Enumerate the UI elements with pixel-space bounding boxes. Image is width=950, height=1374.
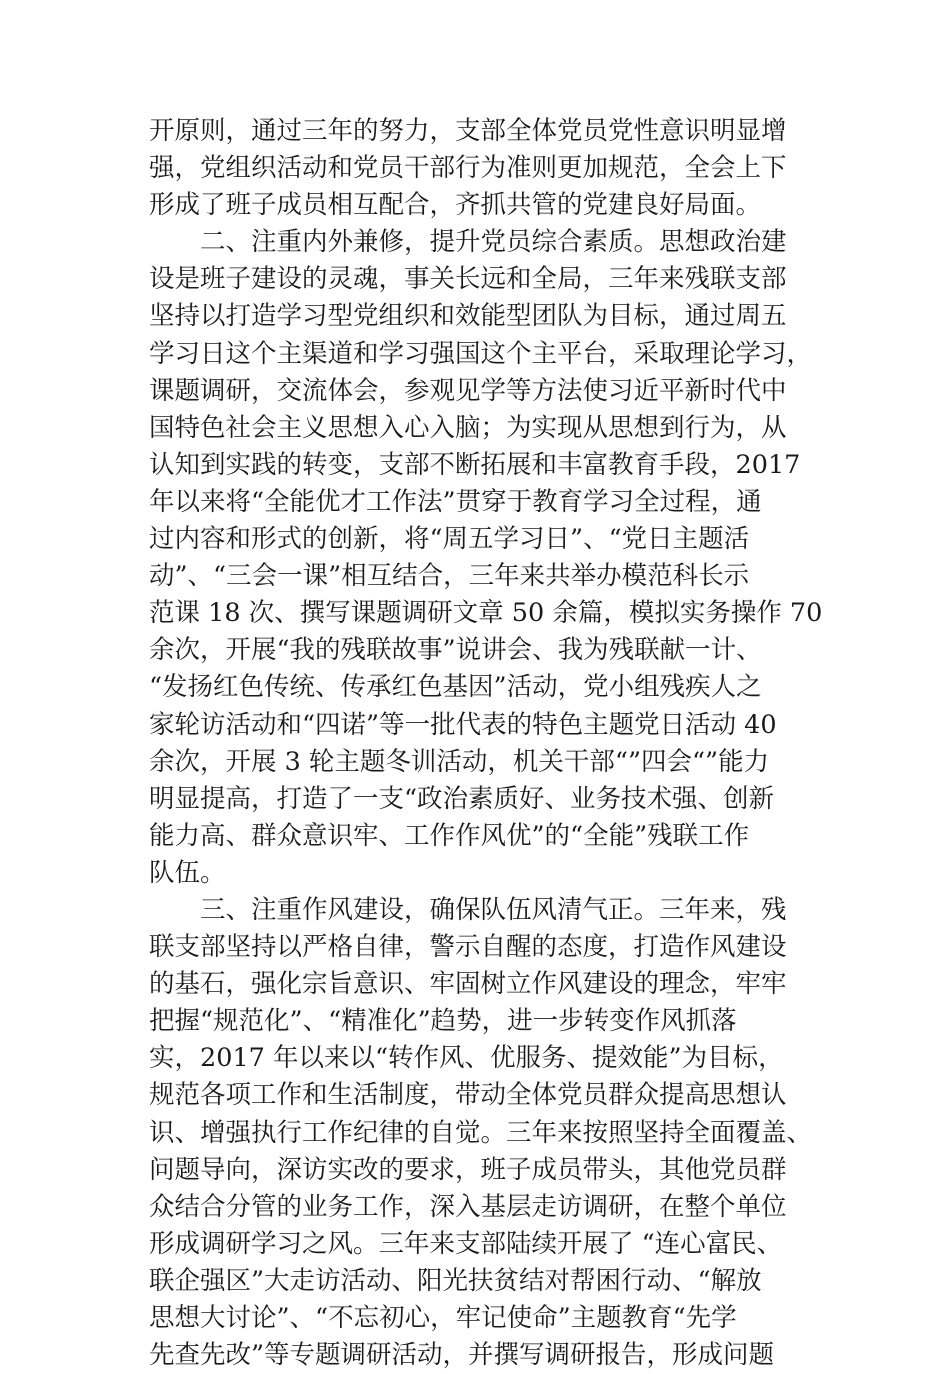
text-line: 年以来将“全能优才工作法”贯穿于教育学习全过程，通 [149, 486, 762, 517]
text-line: 开原则，通过三年的努力，支部全体党员党性意识明显增 [149, 116, 787, 146]
text-line: 形成调研学习之风。三年来支部陆续开展了 “连心富民、 [149, 1228, 783, 1259]
text-line: 设是班子建设的灵魂，事关长远和全局，三年来残联支部 [149, 264, 787, 295]
text-line: 强，党组织活动和党员干部行为准则更加规范，全会上下 [149, 153, 787, 184]
text-line: 课题调研，交流体会，参观见学等方法使习近平新时代中 [149, 375, 787, 406]
text-line: 三、注重作风建设，确保队伍风清气正。三年来，残 [149, 894, 787, 925]
text-line: 坚持以打造学习型党组织和效能型团队为目标，通过周五 [149, 301, 787, 332]
text-line: 众结合分管的业务工作，深入基层走访调研，在整个单位 [149, 1191, 787, 1222]
text-line: 队伍。 [149, 857, 226, 888]
text-line: 认知到实践的转变，支部不断拓展和丰富教育手段，2017 [149, 449, 801, 480]
text-line: 思想大讨论”、“不忘初心，牢记使命”主题教育“先学 [149, 1303, 737, 1333]
text-line: 余次，开展 3 轮主题冬训活动，机关干部“”四会“”能力 [149, 746, 770, 777]
text-line: 余次，开展“我的残联故事”说讲会、我为残联献一计、 [149, 635, 762, 666]
text-line: 范课 18 次、撰写课题调研文章 50 余篇，模拟实务操作 70 [149, 598, 823, 629]
text-line: 明显提高，打造了一支“政治素质好、业务技术强、创新 [149, 783, 775, 814]
text-line: 二、注重内外兼修，提升党员综合素质。思想政治建 [149, 227, 787, 258]
text-line: 家轮访活动和“四诺”等一批代表的特色主题党日活动 40 [149, 709, 777, 740]
text-line: 过内容和形式的创新，将“周五学习日”、“党日主题活 [149, 524, 750, 555]
text-line: 先查先改”等专题调研活动，并撰写调研报告，形成问题 [149, 1340, 775, 1371]
text-line: 联支部坚持以严格自律，警示自醒的态度，打造作风建设 [149, 932, 787, 963]
text-line: 联企强区”大走访活动、阳光扶贫结对帮困行动、“解放 [149, 1265, 762, 1296]
text-line: 国特色社会主义思想入心入脑；为实现从思想到行为，从 [149, 412, 787, 443]
text-line: 实，2017 年以来以“转作风、优服务、提效能”为目标， [149, 1043, 784, 1074]
text-line: 把握“规范化”、“精准化”趋势，进一步转变作风抓落 [149, 1006, 737, 1037]
text-line: 能力高、群众意识牢、工作作风优”的“全能”残联工作 [149, 820, 750, 851]
text-line: “发扬红色传统、传承红色基因”活动，党小组残疾人之 [149, 672, 762, 703]
text-line: 识、增强执行工作纪律的自觉。三年来按照坚持全面覆盖、 [149, 1117, 813, 1148]
text-line: 问题导向，深访实改的要求，班子成员带头，其他党员群 [149, 1154, 787, 1185]
text-line: 的基石，强化宗旨意识、牢固树立作风建设的理念，牢牢 [149, 969, 787, 1000]
text-line: 学习日这个主渠道和学习强国这个主平台，采取理论学习， [149, 338, 813, 369]
text-line: 规范各项工作和生活制度，带动全体党员群众提高思想认 [149, 1080, 787, 1111]
body-text [149, 113, 829, 1374]
text-line: 动”、“三会一课”相互结合，三年来共举办模范科长示 [149, 561, 750, 592]
text-line: 形成了班子成员相互配合，齐抓共管的党建良好局面。 [149, 190, 762, 221]
